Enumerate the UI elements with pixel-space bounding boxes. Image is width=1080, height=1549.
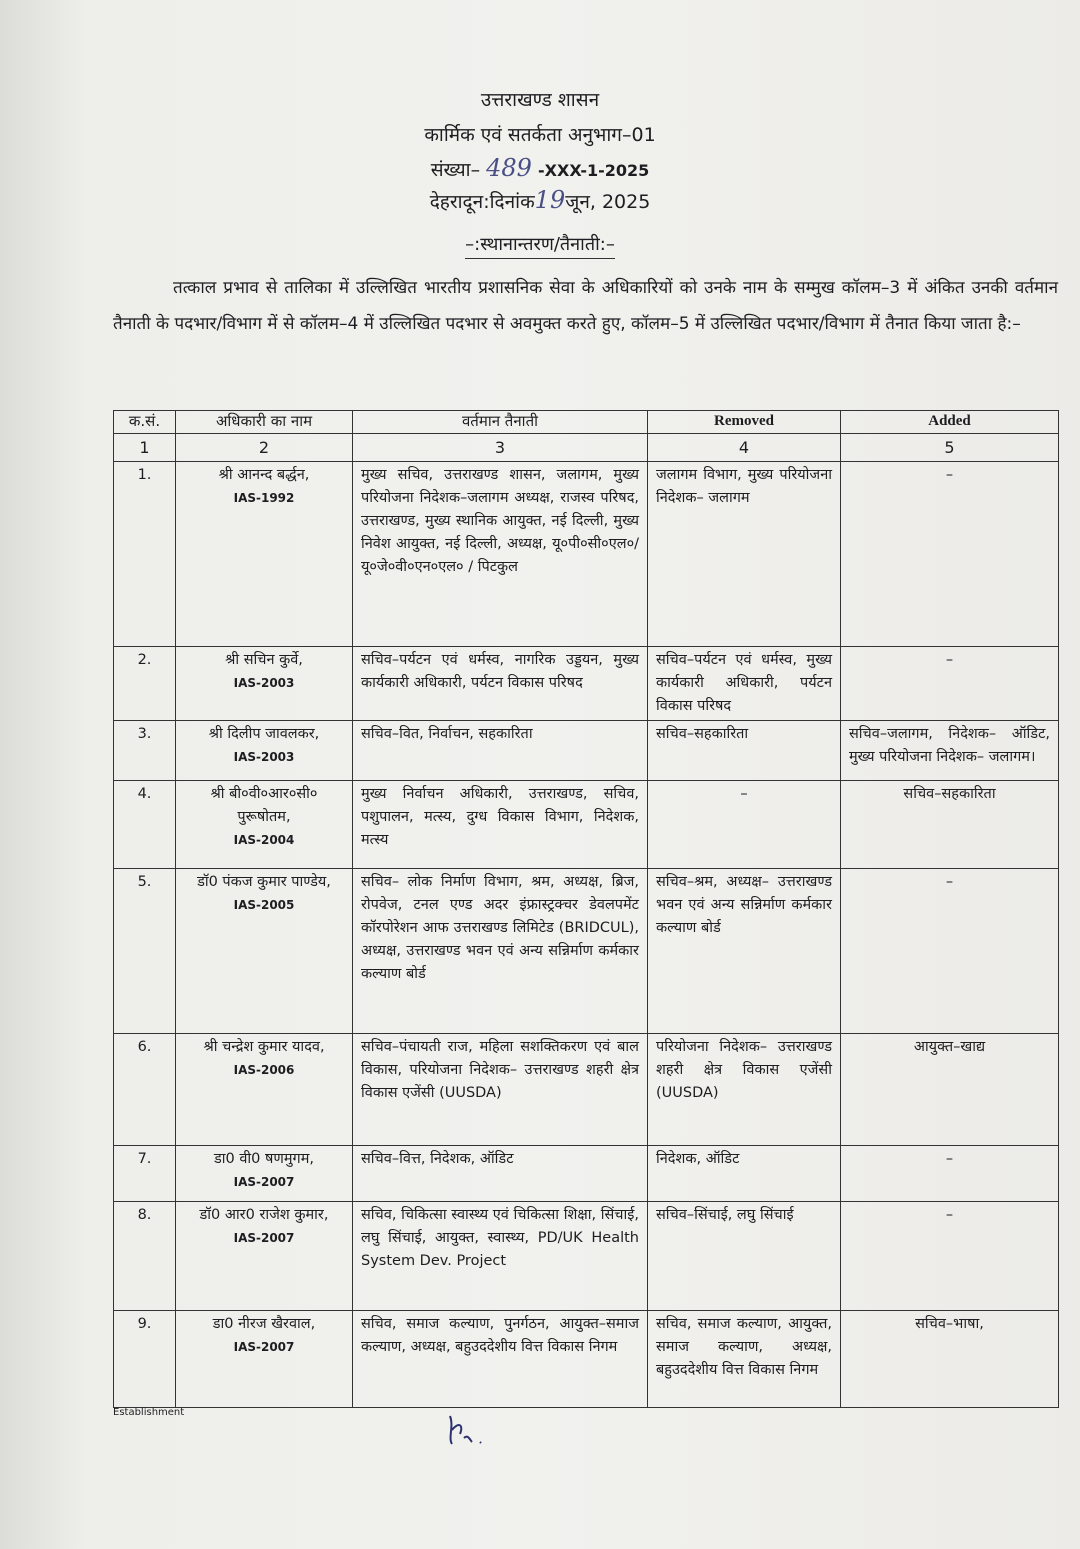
added-posting: आयुक्त–खाद्य bbox=[841, 1034, 1059, 1146]
serial-number: 3. bbox=[114, 721, 176, 781]
current-posting: सचिव–पंचायती राज, महिला सशक्तिकरण एवं बाल विकास, परियोजना निदेशक– उत्तराखण्ड शहरी क्षेत्र विकास एजेंसी (UUSDA) bbox=[353, 1034, 648, 1146]
order-number bbox=[0, 154, 1080, 182]
date-suffix: जून, 2025 bbox=[565, 191, 651, 213]
serial-number: 5. bbox=[114, 869, 176, 1034]
col-header-current: वर्तमान तैनाती bbox=[353, 411, 648, 434]
officer-name: श्री सचिन कुर्वे, bbox=[225, 652, 303, 668]
added-posting: सचिव–भाषा, bbox=[841, 1311, 1059, 1408]
current-posting: सचिव, समाज कल्याण, पुनर्गठन, आयुक्त–समाज कल्याण, अध्यक्ष, बहुउददेशीय वित्त विकास निगम bbox=[353, 1311, 648, 1408]
col-header-name: अधिकारी का नाम bbox=[176, 411, 353, 434]
col-number: 4 bbox=[648, 434, 841, 462]
added-posting: सचिव–जलागम, निदेशक– ऑडिट, मुख्य परियोजना निदेशक– जलागम। bbox=[841, 721, 1059, 781]
column-number-row bbox=[114, 434, 1059, 462]
govt-title: उत्तराखण्ड शासन bbox=[480, 89, 600, 111]
header-row bbox=[114, 411, 1059, 434]
added-posting: – bbox=[841, 462, 1059, 647]
table-row bbox=[114, 1034, 1059, 1146]
order-paragraph bbox=[113, 270, 1058, 342]
current-posting: सचिव, चिकित्सा स्वास्थ्य एवं चिकित्सा शिक्षा, सिंचाई, लघु सिंचाई, आयुक्त, स्वास्थ्य, PD/UK Health System Dev. Project bbox=[353, 1202, 648, 1311]
serial-number: 6. bbox=[114, 1034, 176, 1146]
col-number: 3 bbox=[353, 434, 648, 462]
table-row bbox=[114, 781, 1059, 869]
officer-name: डा0 वी0 षणमुगम, bbox=[214, 1151, 314, 1167]
ias-batch: IAS-2003 bbox=[233, 750, 295, 764]
officer-name: डा0 नीरज खैरवाल, bbox=[212, 1316, 316, 1332]
removed-posting: निदेशक, ऑडिट bbox=[648, 1146, 841, 1202]
table-row bbox=[114, 462, 1059, 647]
col-header-sn: क.सं. bbox=[114, 411, 176, 434]
table-row bbox=[114, 647, 1059, 721]
officer-name-cell bbox=[176, 869, 353, 1034]
removed-posting: – bbox=[648, 781, 841, 869]
officer-name: डॉ0 आर0 राजेश कुमार, bbox=[199, 1207, 329, 1223]
serial-number: 9. bbox=[114, 1311, 176, 1408]
ias-batch: IAS-2006 bbox=[233, 1063, 295, 1077]
added-posting: – bbox=[841, 1202, 1059, 1311]
added-posting: – bbox=[841, 869, 1059, 1034]
serial-number: 2. bbox=[114, 647, 176, 721]
col-header-removed: Removed bbox=[648, 411, 841, 434]
order-date bbox=[0, 186, 1080, 214]
officer-name-cell bbox=[176, 462, 353, 647]
serial-number: 7. bbox=[114, 1146, 176, 1202]
serial-number: 1. bbox=[114, 462, 176, 647]
removed-posting: सचिव–सहकारिता bbox=[648, 721, 841, 781]
signature-initials bbox=[440, 1408, 500, 1448]
officer-name: श्री बी०वी०आर०सी० पुरूषोतम, bbox=[210, 786, 318, 825]
paragraph-text: तत्काल प्रभाव से तालिका में उल्लिखित भारतीय प्रशासनिक सेवा के अधिकारियों को उनके नाम के सम्मुख कॉलम–3 में अंकित उनकी वर्तमान तैनाती के पदभार/विभाग में से कॉलम–4 में उल्लिखित पदभार से अवमुक्त करते हुए, कॉलम–5 में उल्लिखित पदभार/विभाग में तैनात किया जाता है:– bbox=[113, 278, 1058, 334]
subject bbox=[0, 232, 1080, 256]
current-posting: सचिव–वित्त, निदेशक, ऑडिट bbox=[353, 1146, 648, 1202]
ias-batch: IAS-1992 bbox=[233, 491, 295, 505]
removed-posting: जलागम विभाग, मुख्य परियोजना निदेशक– जलागम bbox=[648, 462, 841, 647]
ias-batch: IAS-2004 bbox=[233, 833, 295, 847]
current-posting: सचिव–वित, निर्वाचन, सहकारिता bbox=[353, 721, 648, 781]
serial-number: 4. bbox=[114, 781, 176, 869]
ias-batch: IAS-2005 bbox=[233, 898, 295, 912]
officer-name-cell bbox=[176, 1202, 353, 1311]
current-posting: मुख्य निर्वाचन अधिकारी, उत्तराखण्ड, सचिव, पशुपालन, मत्स्य, दुग्ध विकास विभाग, निदेशक, मत्स्य bbox=[353, 781, 648, 869]
officer-name-cell bbox=[176, 1034, 353, 1146]
ias-batch: IAS-2007 bbox=[233, 1231, 295, 1245]
current-posting: सचिव–पर्यटन एवं धर्मस्व, नागरिक उड्डयन, मुख्य कार्यकारी अधिकारी, पर्यटन विकास परिषद bbox=[353, 647, 648, 721]
ias-batch: IAS-2007 bbox=[233, 1340, 295, 1354]
officer-name-cell bbox=[176, 1146, 353, 1202]
officer-name: श्री चन्द्रेश कुमार यादव, bbox=[203, 1039, 325, 1055]
removed-posting: सचिव–सिंचाई, लघु सिंचाई bbox=[648, 1202, 841, 1311]
removed-posting: सचिव, समाज कल्याण, आयुक्त, समाज कल्याण, अध्यक्ष, बहुउददेशीय वित्त विकास निगम bbox=[648, 1311, 841, 1408]
establishment-label: Establishment bbox=[113, 1407, 185, 1418]
transfer-table bbox=[113, 410, 1059, 1408]
date-handwritten: 19 bbox=[534, 186, 566, 214]
officer-name: श्री दिलीप जावलकर, bbox=[208, 726, 320, 742]
officer-name-cell bbox=[176, 1311, 353, 1408]
date-label: देहरादून:दिनांक bbox=[429, 191, 535, 213]
col-number: 5 bbox=[841, 434, 1059, 462]
officer-name-cell bbox=[176, 721, 353, 781]
table-row bbox=[114, 721, 1059, 781]
added-posting: सचिव–सहकारिता bbox=[841, 781, 1059, 869]
officer-name: श्री आनन्द बर्द्धन, bbox=[218, 467, 310, 483]
table-row bbox=[114, 1311, 1059, 1408]
officer-name-cell bbox=[176, 781, 353, 869]
col-number: 1 bbox=[114, 434, 176, 462]
subject-text: –:स्थानान्तरण/तैनाती:– bbox=[465, 234, 615, 259]
ias-batch: IAS-2007 bbox=[233, 1175, 295, 1189]
officer-name: डॉ0 पंकज कुमार पाण्डेय, bbox=[197, 874, 331, 890]
removed-posting: परियोजना निदेशक– उत्तराखण्ड शहरी क्षेत्र विकास एजेंसी (UUSDA) bbox=[648, 1034, 841, 1146]
table-row bbox=[114, 869, 1059, 1034]
added-posting: – bbox=[841, 1146, 1059, 1202]
number-label: संख्या– bbox=[430, 159, 481, 181]
table-row bbox=[114, 1202, 1059, 1311]
table-row bbox=[114, 1146, 1059, 1202]
current-posting: मुख्य सचिव, उत्तराखण्ड शासन, जलागम, मुख्य परियोजना निदेशक–जलागम अध्यक्ष, राजस्व परिषद, उत्तराखण्ड, मुख्य स्थानिक आयुक्त, नई दिल्ली, मुख्य निवेश आयुक्त, नई दिल्ली, अध्यक्ष, यू०पी०सी०एल०/ यू०जे०वी०एन०एल० / पिटकुल bbox=[353, 462, 648, 647]
serial-number: 8. bbox=[114, 1202, 176, 1311]
current-posting: सचिव– लोक निर्माण विभाग, श्रम, अध्यक्ष, ब्रिज, रोपवेज, टनल एण्ड अदर इंफ्रास्ट्रक्चर डेवलपमेंट कॉरपोरेशन आफ उत्तराखण्ड लिमिटेड (BRIDCUL), अध्यक्ष, उत्तराखण्ड भवन एवं अन्य सन्निर्माण कर्मकार कल्याण बोर्ड bbox=[353, 869, 648, 1034]
removed-posting: सचिव–पर्यटन एवं धर्मस्व, मुख्य कार्यकारी अधिकारी, पर्यटन विकास परिषद bbox=[648, 647, 841, 721]
col-header-added: Added bbox=[841, 411, 1059, 434]
added-posting: – bbox=[841, 647, 1059, 721]
ias-batch: IAS-2003 bbox=[233, 676, 295, 690]
number-handwritten: 489 bbox=[486, 154, 532, 182]
col-number: 2 bbox=[176, 434, 353, 462]
number-suffix: -XXX-1-2025 bbox=[538, 161, 650, 180]
removed-posting: सचिव–श्रम, अध्यक्ष– उत्तराखण्ड भवन एवं अन्य सन्निर्माण कर्मकार कल्याण बोर्ड bbox=[648, 869, 841, 1034]
department-title: कार्मिक एवं सतर्कता अनुभाग–01 bbox=[424, 124, 656, 146]
officer-name-cell bbox=[176, 647, 353, 721]
